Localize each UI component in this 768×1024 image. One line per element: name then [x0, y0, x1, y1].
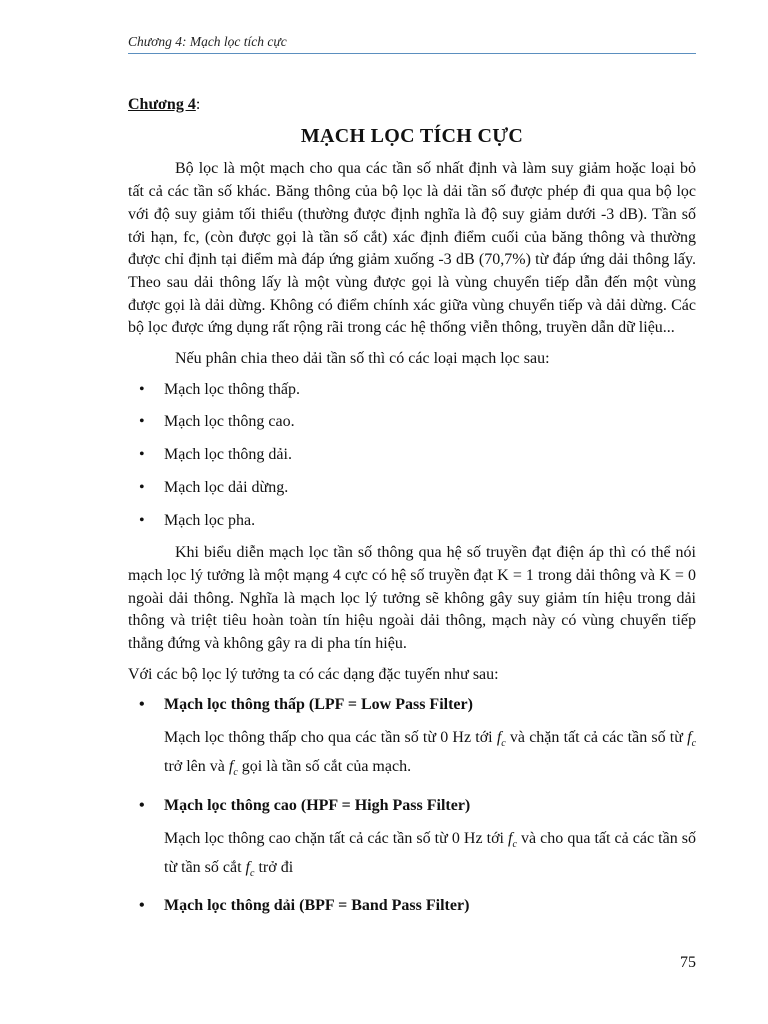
- header-divider: [128, 53, 696, 54]
- hpf-heading-text: Mạch lọc thông cao (HPF = High Pass Filter): [164, 796, 471, 814]
- classification-intro: Nếu phân chia theo dải tần số thì có các loại mạch lọc sau:: [175, 350, 550, 368]
- characteristics-list-hpf: [128, 795, 696, 818]
- chapter-title: MẠCH LỌC TÍCH CỰC: [300, 124, 524, 147]
- fc-symbol: $f_c$: [508, 829, 517, 850]
- characteristics-list-bpf: [128, 895, 696, 918]
- list-item-text: Mạch lọc thông cao.: [164, 413, 295, 431]
- filter-type-list: [128, 379, 696, 533]
- characteristics-intro: Với các bộ lọc lý tưởng ta có các dạng đặc tuyến như sau:: [128, 665, 499, 683]
- bullet-icon: •: [139, 413, 145, 431]
- list-item: [128, 379, 696, 402]
- fc-symbol: $f_c$: [496, 729, 506, 750]
- list-item: [128, 510, 696, 533]
- bullet-icon: •: [139, 380, 145, 398]
- bullet-icon: •: [139, 478, 145, 496]
- bullet-icon: •: [139, 446, 145, 464]
- list-item-text: Mạch lọc pha.: [164, 511, 256, 529]
- list-item: [128, 411, 696, 434]
- fc-symbol: $f_c$: [687, 729, 697, 750]
- characteristics-list: [128, 694, 696, 717]
- list-item: [128, 444, 696, 467]
- running-header: Chương 4: Mạch lọc tích cực: [128, 34, 287, 49]
- bpf-heading: [128, 895, 696, 918]
- bullet-icon: •: [139, 696, 145, 714]
- bullet-icon: •: [139, 796, 145, 814]
- list-item-text: Mạch lọc thông thấp.: [164, 380, 300, 398]
- bullet-icon: •: [139, 897, 145, 915]
- lpf-heading-text: Mạch lọc thông thấp (LPF = Low Pass Filter): [164, 696, 473, 714]
- chapter-number: Chương 4: [128, 96, 196, 113]
- chapter-colon: :: [195, 96, 201, 113]
- hpf-heading: [128, 795, 696, 818]
- lpf-description: Mạch lọc thông thấp cho qua các tần số từ 0 Hz tới $f_c$ và chặn tất cả các tần số từ $f_c$ trở lên và $f_c$ gọi là tần số cắt của mạch.: [164, 729, 697, 779]
- hpf-description: Mạch lọc thông cao chặn tất cả các tần số từ 0 Hz tới $f_c$ và cho qua tất cả các tần số từ tần số cắt $f_c$ trở đi: [164, 829, 696, 879]
- intro-paragraph: Bộ lọc là một mạch cho qua các tần số nhất định và làm suy giảm hoặc loại bỏ tất cả các tần số khác. Băng thông của bộ lọc là dải tần số được phép đi qua qua bộ lọc với độ suy giảm tối thiểu (thường được định nghĩa là độ suy giảm dưới -3 dB). Tần số tới hạn, fc, (còn được gọi là tần số cắt) xác định điểm cuối của băng thông và thường được chỉ định tại điểm mà đáp ứng giảm xuống -3 dB (70,7%) từ đáp ứng dải thông lấy. Theo sau dải thông lấy là một vùng được gọi là vùng chuyển tiếp dẫn đến một vùng được gọi là dải dừng. Không có điểm chính xác giữa vùng chuyển tiếp và dải dừng. Các bộ lọc được ứng dụng rất rộng rãi trong các hệ thống viễn thông, truyền dẫn dữ liệu...: [128, 160, 696, 337]
- ideal-filter-paragraph: Khi biểu diễn mạch lọc tần số thông qua hệ số truyền đạt điện áp thì có thể nói mạch lọc lý tưởng là một mạng 4 cực có hệ số truyền đạt K = 1 trong dải thông và K = 0 ngoài dải thông. Nghĩa là mạch lọc lý tưởng sẽ không gây suy giảm tín hiệu trong dải thông và triệt tiêu hoàn toàn tín hiệu ngoài dải thông, mạch này có vùng chuyển tiếp thẳng đứng và không gây ra di pha tín hiệu.: [128, 544, 696, 653]
- chapter-label: [128, 94, 696, 117]
- list-item-text: Mạch lọc dải dừng.: [164, 478, 289, 496]
- lpf-heading: [128, 694, 696, 717]
- list-item: [128, 477, 696, 500]
- page-body: [128, 94, 696, 928]
- fc-symbol: $f_c$: [245, 858, 255, 879]
- list-item-text: Mạch lọc thông dải.: [164, 446, 292, 464]
- fc-symbol: $f_c$: [228, 758, 238, 779]
- bullet-icon: •: [139, 511, 145, 529]
- bpf-heading-text: Mạch lọc thông dải (BPF = Band Pass Filter): [164, 897, 470, 915]
- page-number: 75: [680, 954, 696, 971]
